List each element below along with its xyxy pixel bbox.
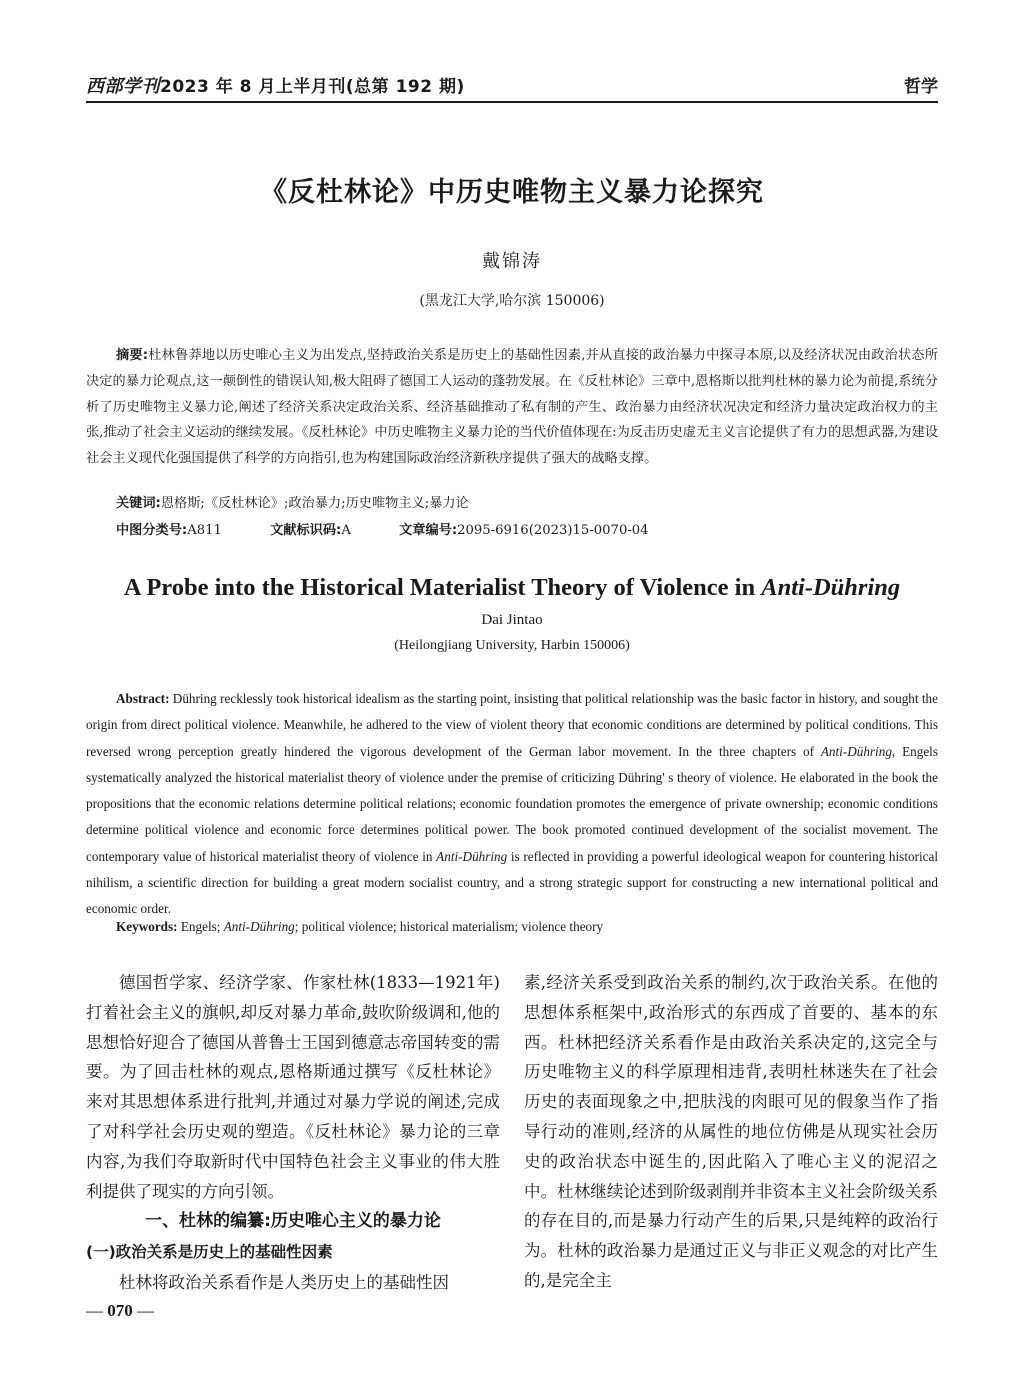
footer-dash: — xyxy=(86,1301,103,1320)
keywords-en-text-2: ; political violence; historical materialism; violence theory xyxy=(294,919,604,934)
title-en-italic: Anti-Dühring xyxy=(761,574,901,601)
article-no-value: 2095-6916(2023)15-0070-04 xyxy=(457,523,649,538)
abstract-cn-text: 杜林鲁莽地以历史唯心主义为出发点,坚持政治关系是历史上的基础性因素,并从直接的政治暴力中探寻本原,以及经济状况由政治状态所决定的暴力论观点,这一颠倒性的错误认知,极大阻碍了德国工人运动的蓬勃发展。在《反杜林论》三章中,恩格斯以批判杜林的暴力论为前提,系统分析了历史唯物主义暴力论,阐述了经济关系决定政治关系、经济基础推动了私有制的产生、政治暴力由经济状况决定和经济力量决定政治权力的主张,推动了社会主义运动的继续发展。《反杜林论》中历史唯物主义暴力论的当代价值体现在:为反击历史虚无主义言论提供了有力的思想武器,为建设社会主义现代化强国提供了科学的方向指引,也为构建国际政治经济新秩序提供了强大的战略支撑。 xyxy=(86,348,938,467)
abstract-en-text-3: is reflected in providing a powerful ideological weapon for countering historical nihilism, a scientific direction for building a great modern socialist country, and a strong strategic support for constructing a new international political and economic order. xyxy=(86,848,938,917)
journal-logo: 西部学刊 xyxy=(86,76,160,97)
issue-info: 2023 年 8 月上半月刊(总第 192 期) xyxy=(160,77,465,97)
body-column-right xyxy=(524,968,938,1296)
author-en: Dai Jintao xyxy=(481,612,543,628)
journal-header xyxy=(86,72,465,98)
abstract-en-label: Abstract: xyxy=(116,691,170,706)
footer-dash: — xyxy=(137,1301,154,1320)
keywords-cn xyxy=(116,494,938,514)
body-paragraph: 素,经济关系受到政治关系的制约,次于政治关系。在他的思想体系框架中,政治形式的东西成了首要的、基本的东西。杜林把经济关系看作是由政治关系决定的,这完全与历史唯物主义的科学原理相违背,表明杜林迷失在了社会历史的表面现象之中,把肤浅的肉眼可见的假象当作了指导行动的准则,经济的从属性的地位仿佛是从现实社会历史的政治状态中诞生的,因此陷入了唯心主义的泥沼之中。杜林继续论述到阶级剥削并非资本主义社会阶级关系的存在目的,而是暴力行动产生的后果,只是纯粹的政治行为。杜林的政治暴力是通过正义与非正义观念的对比产生的,是完全主 xyxy=(524,973,938,1290)
affiliation-cn: (黑龙江大学,哈尔滨 150006) xyxy=(419,293,605,309)
doc-code-item xyxy=(270,521,351,541)
abstract-cn xyxy=(86,343,938,472)
article-no-label: 文章编号: xyxy=(399,523,458,538)
doc-code-value: A xyxy=(341,523,351,538)
keywords-en-label: Keywords: xyxy=(116,919,178,934)
abstract-en-text-2: , Engels systematically analyzed the historical materialist theory of violence under the premise of criticizing Dühring' s theory of violence. He elaborated in the book the propositions that the economic relations determine political relations; economic foundation promotes the emergence of private ownership; economic conditions determine political violence and economic force determines political power. The book promoted continued development of the socialist movement. The contemporary value of historical materialist theory of violence in xyxy=(86,743,938,864)
doc-code-label: 文献标识码: xyxy=(270,523,342,538)
affiliation-en: (Heilongjiang University, Harbin 150006) xyxy=(394,638,630,653)
article-title-en xyxy=(0,574,1024,602)
author-cn: 戴锦涛 xyxy=(482,251,542,272)
abstract-en xyxy=(86,686,938,923)
abstract-cn-label: 摘要: xyxy=(116,348,149,363)
keywords-cn-label: 关键词: xyxy=(116,496,161,511)
page-number: 070 xyxy=(107,1301,133,1320)
abstract-en-italic-1: Anti-Dühring xyxy=(820,743,892,759)
article-title-cn: 《反杜林论》中历史唯物主义暴力论探究 xyxy=(260,177,764,208)
classification-line xyxy=(116,521,693,541)
keywords-en xyxy=(116,917,938,937)
clc-label: 中图分类号: xyxy=(116,523,188,538)
body-paragraph: 杜林将政治关系看作是人类历史上的基础性因 xyxy=(119,1272,449,1292)
section-label: 哲学 xyxy=(904,77,938,97)
abstract-en-text-1: Dühring recklessly took historical idealism as the starting point, insisting that political relationship was the basic factor in history, and sought the origin from direct political violence. Meanwhile, he adhered to the view of violent theory that economic conditions are determined by political conditions. This reversed wrong perception greatly hindered the vigorous development of the German labor movement. In the three chapters of xyxy=(86,691,938,759)
body-column-left xyxy=(86,968,500,1298)
keywords-cn-text: 恩格斯;《反杜林论》;政治暴力;历史唯物主义;暴力论 xyxy=(160,496,469,511)
page-footer xyxy=(86,1301,154,1321)
keywords-en-italic: Anti-Dühring xyxy=(223,919,295,934)
article-no-item xyxy=(399,521,649,541)
section-heading: 一、杜林的编纂:历史唯心主义的暴力论 xyxy=(145,1211,441,1232)
subsection-heading: (一)政治关系是历史上的基础性因素 xyxy=(86,1243,333,1262)
body-paragraph: 德国哲学家、经济学家、作家杜林(1833—1921年)打着社会主义的旗帜,却反对暴力革命,鼓吹阶级调和,他的思想恰好迎合了德国从普鲁士王国到德意志帝国转变的需要。为了回击杜林的观点,恩格斯通过撰写《反杜林论》来对其思想体系进行批判,并通过对暴力学说的阐述,完成了对科学社会历史观的塑造。《反杜林论》暴力论的三章内容,为我们夺取新时代中国特色社会主义事业的伟大胜利提供了现实的方向引领。 xyxy=(86,973,500,1201)
abstract-en-italic-2: Anti-Dühring xyxy=(436,848,508,864)
clc-item xyxy=(116,521,222,541)
clc-value: A811 xyxy=(187,523,222,538)
title-en-main: A Probe into the Historical Materialist Theory of Violence in xyxy=(123,574,762,601)
keywords-en-text-1: Engels; xyxy=(177,919,224,934)
header-rule xyxy=(86,101,938,103)
